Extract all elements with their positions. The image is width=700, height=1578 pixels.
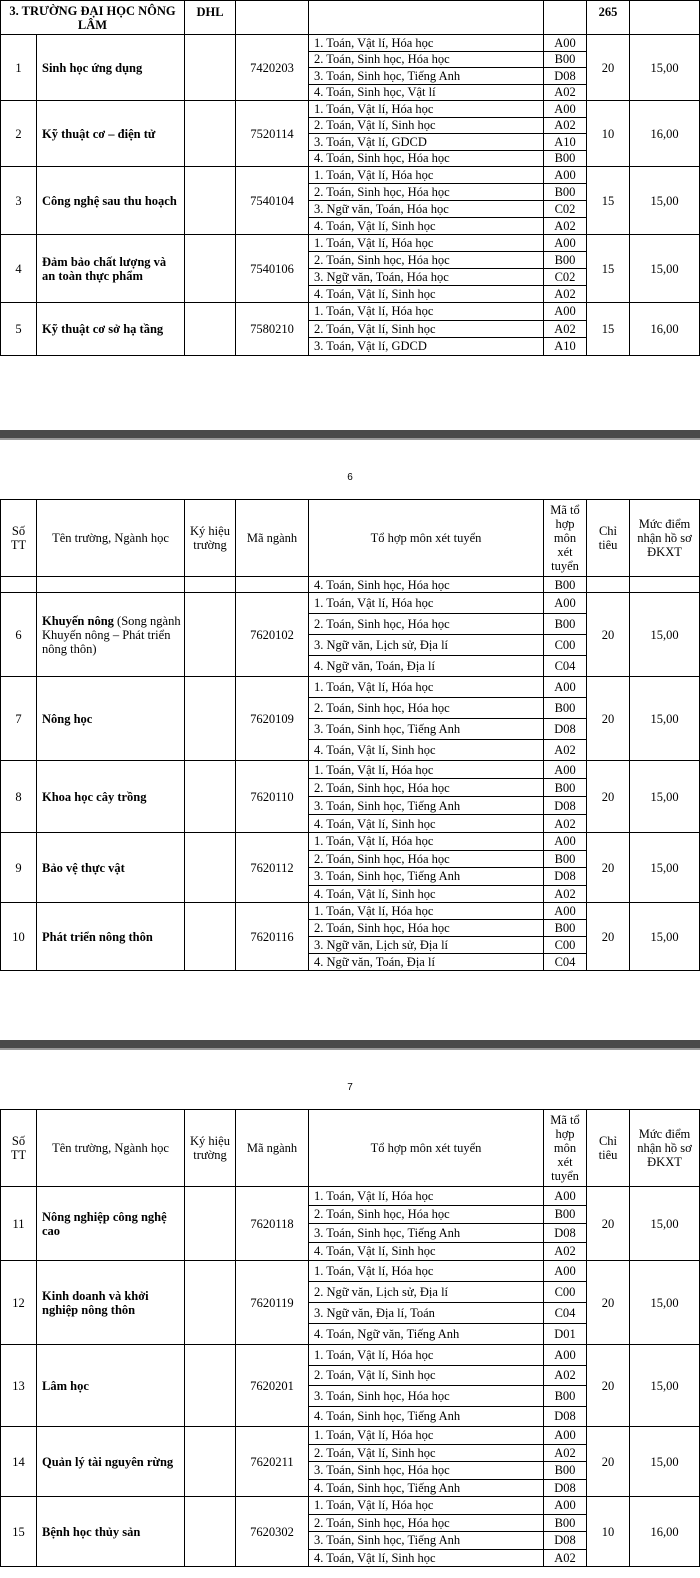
row-number: 13 (1, 1345, 37, 1427)
program-score: 15,00 (630, 903, 700, 971)
combo-code: A00 (544, 1261, 587, 1282)
combo-name: 2. Toán, Sinh học, Hóa học (309, 850, 544, 868)
program-score: 15,00 (630, 677, 700, 761)
combo-code: B00 (544, 577, 587, 593)
program-quota: 10 (587, 101, 630, 167)
combo-name: 2. Toán, Sinh học, Hóa học (309, 779, 544, 797)
program-score: 15,00 (630, 1345, 700, 1427)
combo-code: A02 (544, 320, 587, 338)
program-name (37, 303, 185, 356)
program-code: 7620116 (236, 903, 309, 971)
table-row (1, 1261, 700, 1282)
empty-cell (185, 1345, 236, 1427)
combo-name: 2. Toán, Sinh học, Hóa học (309, 51, 544, 68)
program-name (37, 761, 185, 833)
program-name (37, 235, 185, 303)
combo-name: 3. Toán, Vật lí, GDCD (309, 338, 544, 356)
empty-cell (185, 167, 236, 235)
header-chitieu: Chỉ tiêu (587, 500, 630, 577)
program-code: 7520114 (236, 101, 309, 167)
table-row (1, 903, 700, 920)
combo-name: 2. Toán, Sinh học, Hóa học (309, 920, 544, 937)
combo-code: B00 (544, 850, 587, 868)
combo-code: A00 (544, 593, 587, 614)
empty-cell (185, 833, 236, 903)
combo-name: 3. Toán, Sinh học, Hóa học (309, 1462, 544, 1480)
combo-code: A02 (544, 1444, 587, 1462)
combo-code: B00 (544, 252, 587, 269)
combo-code: A00 (544, 1497, 587, 1515)
header-ten: Tên trường, Ngành học (37, 500, 185, 577)
program-name (37, 1497, 185, 1567)
row-number: 11 (1, 1187, 37, 1261)
combo-name: 1. Toán, Vật lí, Hóa học (309, 761, 544, 779)
combo-name: 1. Toán, Vật lí, Hóa học (309, 833, 544, 851)
empty-cell (185, 577, 236, 593)
program-quota: 20 (587, 903, 630, 971)
combo-name: 2. Toán, Sinh học, Hóa học (309, 698, 544, 719)
table-row (1, 677, 700, 698)
table-row (1, 577, 700, 593)
header-manganh: Mã ngành (236, 500, 309, 577)
combo-code: D08 (544, 1224, 587, 1243)
empty-cell (630, 577, 700, 593)
combo-name: 1. Toán, Vật lí, Hóa học (309, 1261, 544, 1282)
program-title: Kinh doanh và khởi nghiệp nông thôn (42, 1288, 149, 1317)
combo-code: D08 (544, 797, 587, 815)
combo-name: 1. Toán, Vật lí, Hóa học (309, 1497, 544, 1515)
program-code: 7540106 (236, 235, 309, 303)
header-manganh: Mã ngành (236, 1110, 309, 1187)
row-number: 8 (1, 761, 37, 833)
combo-code: B00 (544, 920, 587, 937)
program-name (37, 677, 185, 761)
program-code: 7620302 (236, 1497, 309, 1567)
program-title: Sinh học ứng dụng (42, 60, 143, 75)
program-score: 15,00 (630, 761, 700, 833)
combo-code: A02 (544, 84, 587, 101)
combo-code: C04 (544, 954, 587, 971)
program-code: 7420203 (236, 35, 309, 101)
combo-code: B00 (544, 698, 587, 719)
page-number: 7 (347, 1082, 353, 1093)
combo-code: A02 (544, 885, 587, 903)
program-quota: 20 (587, 593, 630, 677)
table-row (1, 1187, 700, 1206)
program-score: 15,00 (630, 593, 700, 677)
header-tohop: Tổ hợp môn xét tuyển (309, 1110, 544, 1187)
program-title: Khoa học cây trồng (42, 789, 147, 804)
page-separator (0, 430, 700, 438)
combo-name: 3. Toán, Vật lí, GDCD (309, 134, 544, 151)
empty-cell (309, 1, 544, 35)
empty-cell (185, 303, 236, 356)
program-title: Phát triển nông thôn (42, 929, 153, 944)
row-number: 4 (1, 235, 37, 303)
program-score: 15,00 (630, 35, 700, 101)
combo-name: 1. Toán, Vật lí, Hóa học (309, 235, 544, 252)
combo-name: 3. Ngữ văn, Lịch sử, Địa lí (309, 635, 544, 656)
combo-code: A02 (544, 740, 587, 761)
combo-code: C00 (544, 635, 587, 656)
combo-code: A00 (544, 677, 587, 698)
combo-name: 1. Toán, Vật lí, Hóa học (309, 101, 544, 118)
combo-name: 3. Toán, Sinh học, Tiếng Anh (309, 1532, 544, 1550)
row-number: 6 (1, 593, 37, 677)
combo-name: 1. Toán, Vật lí, Hóa học (309, 1345, 544, 1366)
empty-cell (1, 577, 37, 593)
page-separator (0, 1040, 700, 1048)
program-quota: 15 (587, 303, 630, 356)
program-title: Lâm học (42, 1378, 89, 1393)
empty-cell (236, 1, 309, 35)
program-title: Kỹ thuật cơ – điện tử (42, 126, 156, 141)
program-quota: 20 (587, 761, 630, 833)
row-number: 15 (1, 1497, 37, 1567)
combo-code: D08 (544, 1532, 587, 1550)
table-header-row (1, 500, 700, 577)
empty-cell (185, 235, 236, 303)
school-code: DHL (185, 1, 236, 35)
combo-code: A00 (544, 1427, 587, 1445)
school-quota: 265 (587, 1, 630, 35)
program-quota: 20 (587, 1187, 630, 1261)
combo-code: A02 (544, 218, 587, 235)
combo-name: 1. Toán, Vật lí, Hóa học (309, 35, 544, 52)
header-stt: Số TT (1, 500, 37, 577)
combo-code: A00 (544, 235, 587, 252)
combo-code: D08 (544, 1479, 587, 1497)
combo-code: B00 (544, 1514, 587, 1532)
empty-cell (185, 593, 236, 677)
program-title: Nông học (42, 711, 93, 726)
combo-name: 3. Toán, Sinh học, Tiếng Anh (309, 719, 544, 740)
empty-cell (185, 35, 236, 101)
program-score: 15,00 (630, 1187, 700, 1261)
combo-name: 3. Ngữ văn, Lịch sử, Địa lí (309, 937, 544, 954)
combo-code: C02 (544, 201, 587, 218)
combo-name: 4. Toán, Vật lí, Sinh học (309, 815, 544, 833)
combo-code: B00 (544, 1386, 587, 1407)
program-title: Khuyến nông (42, 613, 114, 628)
combo-code: A02 (544, 1242, 587, 1261)
combo-code: A02 (544, 1365, 587, 1386)
table-row (1, 235, 700, 252)
program-name (37, 35, 185, 101)
combo-name: 4. Toán, Vật lí, Sinh học (309, 740, 544, 761)
combo-code: A00 (544, 833, 587, 851)
program-score: 16,00 (630, 303, 700, 356)
program-name (37, 593, 185, 677)
page-number: 6 (347, 472, 353, 483)
program-title: Bệnh học thủy sản (42, 1524, 141, 1539)
header-tohop: Tổ hợp môn xét tuyển (309, 500, 544, 577)
row-number: 9 (1, 833, 37, 903)
combo-name: 4. Ngữ văn, Toán, Địa lí (309, 954, 544, 971)
combo-code: A10 (544, 338, 587, 356)
combo-name: 4. Ngữ văn, Toán, Địa lí (309, 656, 544, 677)
program-quota: 10 (587, 1497, 630, 1567)
page-separator (0, 1048, 700, 1050)
table-row (1, 1427, 700, 1445)
combo-code: A00 (544, 101, 587, 118)
combo-name: 2. Toán, Sinh học, Hóa học (309, 614, 544, 635)
combo-name: 2. Toán, Vật lí, Sinh học (309, 320, 544, 338)
combo-code: B00 (544, 1205, 587, 1224)
header-mucdiem: Mức điểm nhận hồ sơ ĐKXT (630, 1110, 700, 1187)
combo-code: C02 (544, 269, 587, 286)
program-quota: 20 (587, 677, 630, 761)
combo-name: 4. Toán, Vật lí, Sinh học (309, 1242, 544, 1261)
combo-name: 4. Toán, Sinh học, Hóa học (309, 150, 544, 167)
combo-name: 1. Toán, Vật lí, Hóa học (309, 903, 544, 920)
combo-code: A02 (544, 1549, 587, 1567)
row-number: 5 (1, 303, 37, 356)
empty-cell (185, 1497, 236, 1567)
header-ten: Tên trường, Ngành học (37, 1110, 185, 1187)
combo-code: B00 (544, 614, 587, 635)
header-kyhieu: Ký hiệu trường (185, 1110, 236, 1187)
program-name (37, 167, 185, 235)
program-quota: 20 (587, 833, 630, 903)
program-score: 15,00 (630, 1261, 700, 1345)
program-note: (Song ngành Khuyến nông – Phát triển nông thôn) (42, 613, 181, 656)
combo-name: 2. Toán, Vật lí, Sinh học (309, 1365, 544, 1386)
combo-code: A10 (544, 134, 587, 151)
program-score: 15,00 (630, 833, 700, 903)
empty-cell (185, 101, 236, 167)
table-row (1, 167, 700, 184)
row-number: 12 (1, 1261, 37, 1345)
combo-code: B00 (544, 150, 587, 167)
program-name (37, 903, 185, 971)
combo-code: D08 (544, 719, 587, 740)
combo-code: C04 (544, 656, 587, 677)
program-score: 16,00 (630, 1497, 700, 1567)
combo-code: B00 (544, 779, 587, 797)
program-code: 7620119 (236, 1261, 309, 1345)
table-row (1, 1345, 700, 1366)
admission-table-1 (0, 0, 700, 356)
combo-name: 1. Toán, Vật lí, Hóa học (309, 1187, 544, 1206)
program-name (37, 1345, 185, 1427)
combo-name: 3. Toán, Sinh học, Tiếng Anh (309, 868, 544, 886)
empty-cell (185, 677, 236, 761)
header-mato: Mã tổ hợp môn xét tuyển (544, 500, 587, 577)
admission-table-3 (0, 1109, 700, 1567)
combo-code: D01 (544, 1324, 587, 1345)
combo-name: 4. Toán, Vật lí, Sinh học (309, 885, 544, 903)
table-row (1, 101, 700, 118)
row-number: 14 (1, 1427, 37, 1497)
row-number: 3 (1, 167, 37, 235)
header-mato: Mã tổ hợp môn xét tuyển (544, 1110, 587, 1187)
table-row (1, 761, 700, 779)
combo-code: A00 (544, 303, 587, 321)
combo-code: B00 (544, 184, 587, 201)
program-title: Quản lý tài nguyên rừng (42, 1454, 174, 1469)
combo-name: 4. Toán, Vật lí, Sinh học (309, 1549, 544, 1567)
combo-name: 1. Toán, Vật lí, Hóa học (309, 677, 544, 698)
combo-name: 2. Toán, Vật lí, Sinh học (309, 1444, 544, 1462)
combo-code: A02 (544, 286, 587, 303)
combo-name: 3. Toán, Sinh học, Tiếng Anh (309, 68, 544, 85)
program-name (37, 833, 185, 903)
combo-code: B00 (544, 1462, 587, 1480)
combo-name: 3. Ngữ văn, Địa lí, Toán (309, 1303, 544, 1324)
combo-code: A00 (544, 1345, 587, 1366)
program-score: 16,00 (630, 101, 700, 167)
table-header-row (1, 1110, 700, 1187)
program-code: 7540104 (236, 167, 309, 235)
program-name (37, 101, 185, 167)
combo-code: A00 (544, 1187, 587, 1206)
header-mucdiem: Mức điểm nhận hồ sơ ĐKXT (630, 500, 700, 577)
combo-name: 4. Toán, Sinh học, Tiếng Anh (309, 1406, 544, 1427)
empty-cell (185, 903, 236, 971)
empty-cell (236, 577, 309, 593)
header-chitieu: Chỉ tiêu (587, 1110, 630, 1187)
empty-cell (185, 1427, 236, 1497)
school-name: 3. TRƯỜNG ĐẠI HỌC NÔNG LÂM (1, 1, 185, 35)
program-code: 7620110 (236, 761, 309, 833)
program-score: 15,00 (630, 167, 700, 235)
combo-name: 4. Toán, Sinh học, Tiếng Anh (309, 1479, 544, 1497)
program-name (37, 1187, 185, 1261)
combo-code: A00 (544, 761, 587, 779)
program-title: Bảo vệ thực vật (42, 860, 125, 875)
table-row (1, 833, 700, 851)
combo-name: 1. Toán, Vật lí, Hóa học (309, 167, 544, 184)
program-quota: 15 (587, 235, 630, 303)
empty-cell (185, 1187, 236, 1261)
combo-code: A00 (544, 903, 587, 920)
table-row (1, 593, 700, 614)
program-score: 15,00 (630, 235, 700, 303)
program-title: Công nghệ sau thu hoạch (42, 193, 177, 208)
program-name (37, 1261, 185, 1345)
combo-name: 3. Ngữ văn, Toán, Hóa học (309, 201, 544, 218)
combo-name: 4. Toán, Ngữ văn, Tiếng Anh (309, 1324, 544, 1345)
admission-table-2 (0, 499, 700, 971)
combo-name: 3. Ngữ văn, Toán, Hóa học (309, 269, 544, 286)
row-number: 7 (1, 677, 37, 761)
combo-code: A02 (544, 117, 587, 134)
program-quota: 20 (587, 1427, 630, 1497)
combo-name: 2. Toán, Sinh học, Hóa học (309, 252, 544, 269)
program-title: Kỹ thuật cơ sở hạ tầng (42, 321, 164, 336)
combo-name: 2. Toán, Sinh học, Hóa học (309, 184, 544, 201)
combo-code: A02 (544, 815, 587, 833)
combo-code: A00 (544, 35, 587, 52)
program-quota: 15 (587, 167, 630, 235)
combo-code: A00 (544, 167, 587, 184)
program-code: 7620118 (236, 1187, 309, 1261)
row-number: 2 (1, 101, 37, 167)
combo-name: 2. Toán, Sinh học, Hóa học (309, 1514, 544, 1532)
empty-cell (185, 1261, 236, 1345)
table-row (1, 1497, 700, 1515)
row-number: 10 (1, 903, 37, 971)
program-score: 15,00 (630, 1427, 700, 1497)
empty-cell (587, 577, 630, 593)
combo-name: 3. Toán, Sinh học, Hóa học (309, 1386, 544, 1407)
program-name (37, 1427, 185, 1497)
row-number: 1 (1, 35, 37, 101)
combo-name: 1. Toán, Vật lí, Hóa học (309, 593, 544, 614)
empty-cell (185, 761, 236, 833)
program-quota: 20 (587, 1345, 630, 1427)
combo-name: 4. Toán, Sinh học, Hóa học (309, 577, 544, 593)
header-stt: Số TT (1, 1110, 37, 1187)
program-title: Đảm bảo chất lượng và an toàn thực phẩm (42, 254, 167, 283)
combo-name: 1. Toán, Vật lí, Hóa học (309, 303, 544, 321)
empty-cell (37, 577, 185, 593)
empty-cell (630, 1, 700, 35)
program-quota: 20 (587, 1261, 630, 1345)
combo-code: D08 (544, 868, 587, 886)
page-separator (0, 438, 700, 440)
combo-name: 2. Toán, Vật lí, Sinh học (309, 117, 544, 134)
combo-name: 2. Ngữ văn, Lịch sử, Địa lí (309, 1282, 544, 1303)
combo-code: C00 (544, 1282, 587, 1303)
page-1 (0, 0, 700, 430)
program-code: 7620211 (236, 1427, 309, 1497)
combo-name: 3. Toán, Sinh học, Tiếng Anh (309, 797, 544, 815)
program-code: 7580210 (236, 303, 309, 356)
combo-name: 1. Toán, Vật lí, Hóa học (309, 1427, 544, 1445)
header-kyhieu: Ký hiệu trường (185, 500, 236, 577)
combo-name: 4. Toán, Sinh học, Vật lí (309, 84, 544, 101)
combo-name: 3. Toán, Sinh học, Tiếng Anh (309, 1224, 544, 1243)
program-code: 7620112 (236, 833, 309, 903)
combo-name: 4. Toán, Vật lí, Sinh học (309, 218, 544, 235)
program-code: 7620201 (236, 1345, 309, 1427)
combo-code: C00 (544, 937, 587, 954)
school-row (1, 1, 700, 35)
table-row (1, 35, 700, 52)
program-title: Nông nghiệp công nghệ cao (42, 1209, 167, 1238)
program-quota: 20 (587, 35, 630, 101)
combo-code: D08 (544, 68, 587, 85)
combo-name: 4. Toán, Vật lí, Sinh học (309, 286, 544, 303)
program-code: 7620102 (236, 593, 309, 677)
combo-name: 2. Toán, Sinh học, Hóa học (309, 1205, 544, 1224)
empty-cell (544, 1, 587, 35)
program-code: 7620109 (236, 677, 309, 761)
combo-code: C04 (544, 1303, 587, 1324)
table-row (1, 303, 700, 321)
combo-code: D08 (544, 1406, 587, 1427)
combo-code: B00 (544, 51, 587, 68)
